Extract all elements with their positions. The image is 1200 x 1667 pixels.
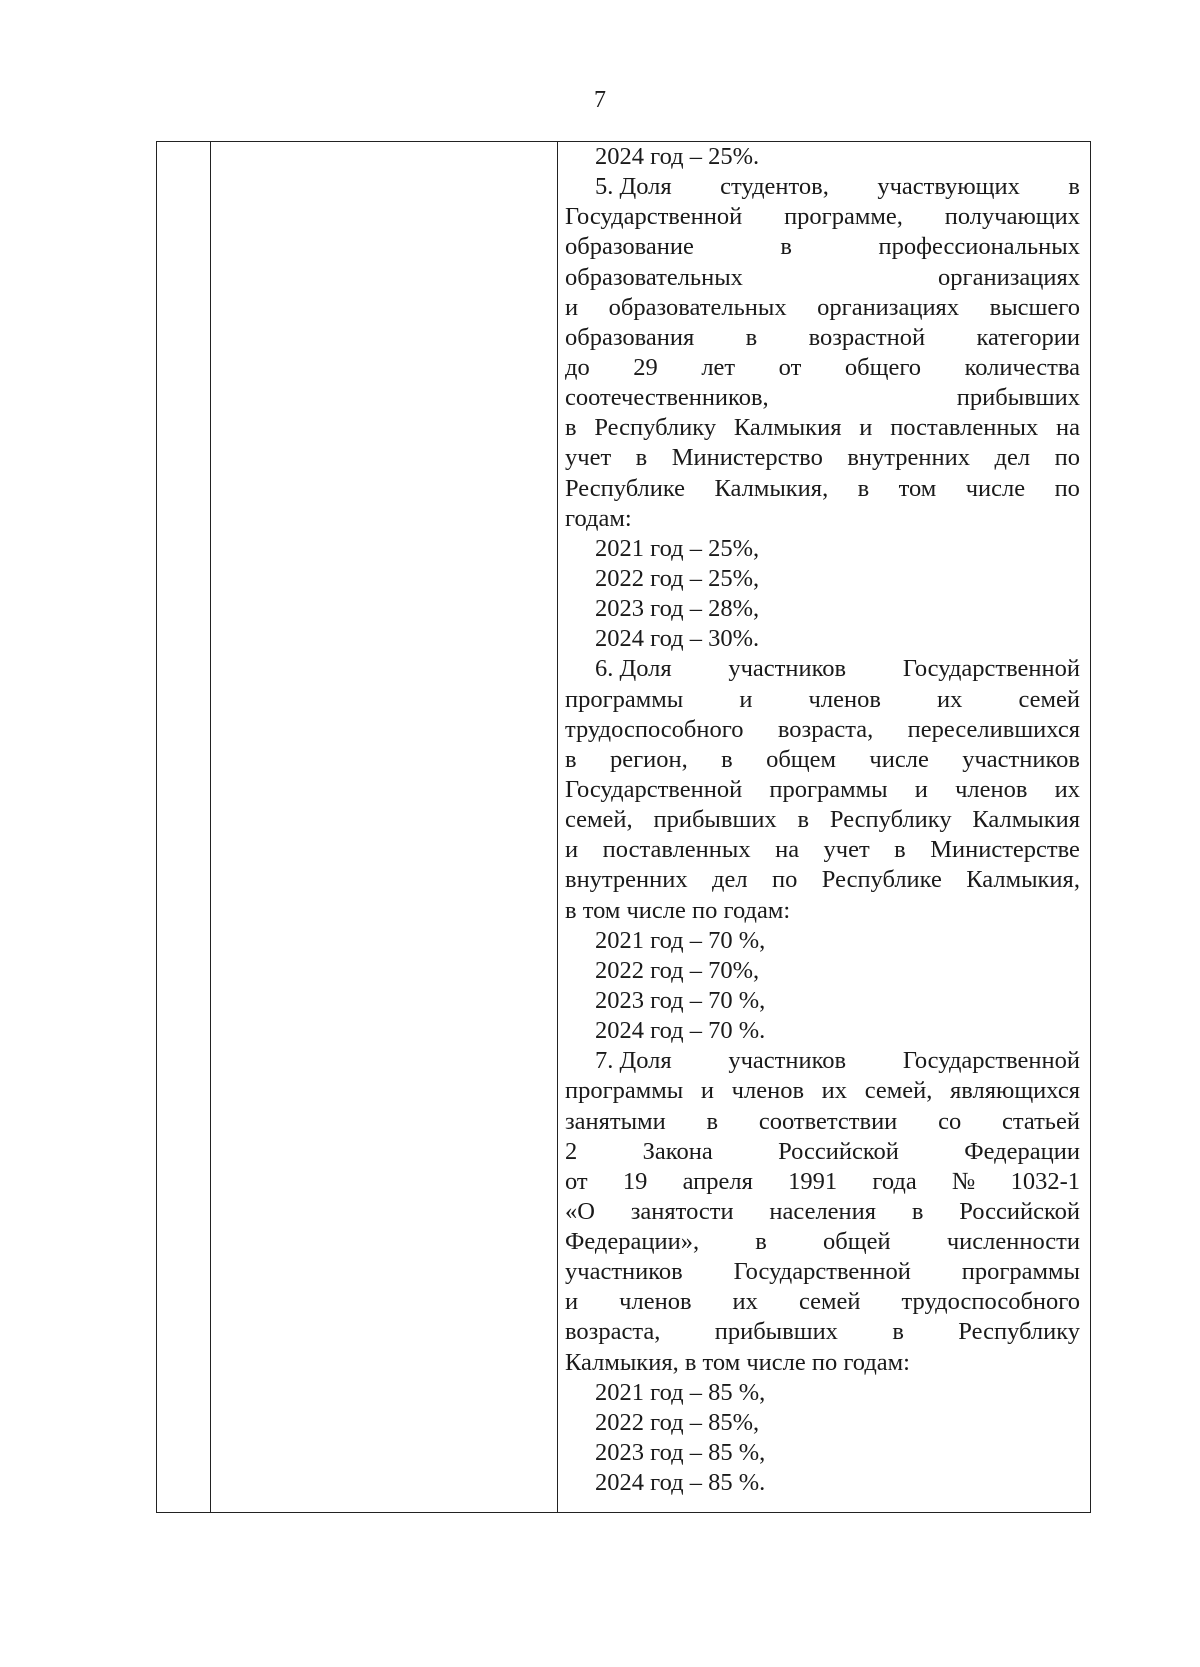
text-word: прибывших: [653, 806, 777, 834]
text-word: внутренних: [847, 444, 970, 472]
text-word: учет: [565, 444, 612, 472]
text-line: [565, 1016, 1080, 1046]
text-word: Российской: [959, 1197, 1080, 1225]
text-word: профессиональных: [878, 233, 1080, 261]
text-line: [565, 624, 1080, 654]
text-word: их: [936, 685, 963, 713]
text-word: высшего: [989, 293, 1080, 321]
text-line: [565, 986, 1080, 1016]
text-word: Республику: [829, 806, 952, 834]
text-word: в: [857, 474, 870, 502]
text-word: том: [898, 474, 937, 502]
text-word: поставленных: [602, 836, 751, 864]
text-word: в: [780, 233, 792, 261]
text-word: возраста,: [777, 715, 874, 743]
text-line: [565, 1378, 1080, 1408]
text-word: годам:: [565, 504, 632, 532]
text-word: участвующих: [877, 173, 1020, 201]
text-word: 2023 год – 70 %,: [595, 986, 766, 1014]
text-line: [565, 1046, 1080, 1076]
text-line: [565, 564, 1080, 594]
text-word: организациях: [817, 293, 960, 321]
text-line: [565, 956, 1080, 986]
text-word: Закона: [642, 1137, 713, 1165]
text-line: [565, 1438, 1080, 1468]
text-word: и: [565, 1288, 579, 1316]
text-word: семей,: [864, 1077, 933, 1105]
text-word: №: [951, 1167, 976, 1195]
text-word: дел: [712, 866, 748, 894]
text-line: [565, 926, 1080, 956]
text-word: получающих: [944, 203, 1080, 231]
text-word: являющихся: [950, 1077, 1080, 1105]
text-word: образовательных: [608, 293, 787, 321]
text-line: [565, 1197, 1080, 1227]
text-word: членов: [808, 685, 881, 713]
text-word: членов: [731, 1077, 805, 1105]
text-word: 2021 год – 85 %,: [595, 1378, 766, 1406]
text-word: занятыми: [565, 1107, 666, 1135]
indicators-table: [156, 141, 1091, 1513]
text-line: [565, 443, 1080, 473]
text-line: [565, 383, 1080, 413]
text-word: семей,: [565, 806, 633, 834]
text-line: [565, 1348, 1080, 1378]
text-word: 1032-1: [1010, 1167, 1080, 1195]
column-divider-1: [210, 142, 211, 1512]
text-word: их: [1054, 775, 1080, 803]
text-word: Государственной: [565, 775, 743, 803]
text-word: 7. Доля: [595, 1047, 672, 1075]
text-word: до: [565, 353, 590, 381]
text-word: Федерации»,: [565, 1228, 700, 1256]
text-word: регион,: [609, 745, 688, 773]
text-word: по: [772, 866, 798, 894]
text-word: 2021 год – 25%,: [595, 534, 760, 562]
text-line: [565, 1167, 1080, 1197]
text-word: 2021 год – 70 %,: [595, 926, 766, 954]
text-word: образования: [565, 323, 695, 351]
text-line: [565, 685, 1080, 715]
text-word: учет: [823, 836, 870, 864]
text-word: Государственной: [902, 655, 1080, 683]
text-word: 2: [565, 1137, 578, 1165]
text-line: [565, 293, 1080, 323]
text-word: в: [797, 806, 810, 834]
text-word: 2022 год – 70%,: [595, 956, 760, 984]
text-word: численности: [946, 1228, 1080, 1256]
text-word: соответствии: [758, 1107, 898, 1135]
text-word: на: [1056, 414, 1080, 442]
text-line: [565, 1137, 1080, 1167]
text-line: [565, 1076, 1080, 1106]
text-word: и: [739, 685, 753, 713]
text-word: в: [565, 414, 577, 442]
text-word: и: [700, 1077, 715, 1105]
text-line: [565, 474, 1080, 504]
text-word: Республике: [565, 474, 686, 502]
text-word: в: [565, 745, 577, 773]
text-line: [565, 805, 1080, 835]
text-line: [565, 835, 1080, 865]
text-word: участников: [728, 1047, 847, 1075]
indicator-text-cell: [565, 142, 1080, 1498]
text-word: Государственной: [902, 1047, 1080, 1075]
text-word: 5. Доля: [595, 173, 672, 201]
text-word: Калмыкия: [733, 414, 842, 442]
text-word: переселившихся: [907, 715, 1080, 743]
text-word: 2024 год – 85 %.: [595, 1469, 766, 1497]
text-word: от: [778, 353, 802, 381]
text-word: организациях: [938, 263, 1080, 291]
text-word: Республику: [594, 414, 717, 442]
text-word: занятости: [630, 1197, 734, 1225]
text-word: программы: [961, 1258, 1080, 1286]
text-word: в том числе по годам:: [565, 896, 791, 924]
page-number: 7: [594, 87, 606, 113]
text-word: в: [911, 1197, 924, 1225]
text-word: их: [821, 1077, 848, 1105]
text-word: участников: [962, 745, 1080, 773]
text-word: общей: [823, 1228, 891, 1256]
text-word: возрастной: [808, 323, 926, 351]
text-line: [565, 323, 1080, 353]
text-line: [565, 745, 1080, 775]
text-word: от: [565, 1167, 588, 1195]
text-word: и: [565, 836, 579, 864]
text-word: 2023 год – 85 %,: [595, 1439, 766, 1467]
text-word: в: [721, 745, 733, 773]
text-word: образовательных: [565, 263, 743, 291]
text-word: членов: [955, 775, 1028, 803]
text-word: программе,: [784, 203, 903, 231]
text-word: Калмыкия: [972, 806, 1080, 834]
text-line: [565, 1287, 1080, 1317]
text-word: апреля: [682, 1167, 753, 1195]
text-line: [565, 413, 1080, 443]
text-word: участников: [728, 655, 847, 683]
text-word: и: [565, 293, 579, 321]
text-line: [565, 353, 1080, 383]
text-word: дел: [994, 444, 1031, 472]
text-word: 1991: [788, 1167, 838, 1195]
text-word: их: [732, 1288, 758, 1316]
text-word: лет: [701, 353, 736, 381]
text-word: населения: [769, 1197, 877, 1225]
text-word: 2022 год – 85%,: [595, 1408, 760, 1436]
text-word: Калмыкия,: [714, 474, 829, 502]
text-word: в: [755, 1228, 767, 1256]
text-word: Государственной: [565, 203, 743, 231]
text-word: в: [706, 1107, 719, 1135]
text-word: трудоспособного: [565, 715, 744, 743]
text-line: [565, 1107, 1080, 1137]
text-word: со: [938, 1107, 962, 1135]
text-word: Калмыкия, в том числе по годам:: [565, 1348, 910, 1376]
text-word: категории: [976, 323, 1080, 351]
text-word: в: [1068, 173, 1080, 201]
text-word: числе: [965, 474, 1026, 502]
text-word: соотечественников,: [565, 384, 769, 412]
text-word: числе: [869, 745, 929, 773]
text-word: Государственной: [733, 1258, 911, 1286]
text-word: в: [745, 323, 758, 351]
text-line: [565, 1317, 1080, 1347]
text-word: по: [1054, 444, 1080, 472]
text-word: студентов,: [720, 173, 829, 201]
text-word: трудоспособного: [901, 1288, 1080, 1316]
text-word: общего: [844, 353, 922, 381]
text-word: Министерство: [671, 444, 823, 472]
text-line: [565, 865, 1080, 895]
text-word: 6. Доля: [595, 655, 672, 683]
text-line: [565, 142, 1080, 172]
text-word: семей: [798, 1288, 861, 1316]
text-word: года: [872, 1167, 917, 1195]
text-line: [565, 263, 1080, 293]
text-line: [565, 504, 1080, 534]
text-line: [565, 232, 1080, 262]
text-word: 2024 год – 30%.: [595, 625, 760, 653]
text-word: возраста,: [565, 1318, 661, 1346]
text-word: прибывших: [956, 384, 1080, 412]
text-word: Российской: [778, 1137, 899, 1165]
text-line: [565, 1468, 1080, 1498]
text-line: [565, 534, 1080, 564]
text-word: статьей: [1001, 1107, 1080, 1135]
text-word: членов: [619, 1288, 692, 1316]
text-word: количества: [964, 353, 1080, 381]
text-line: [565, 715, 1080, 745]
text-word: по: [1054, 474, 1080, 502]
column-divider-2: [557, 142, 558, 1512]
text-word: Республике: [821, 866, 942, 894]
text-word: участников: [565, 1258, 683, 1286]
text-word: Калмыкия,: [966, 866, 1080, 894]
text-line: [565, 896, 1080, 926]
text-word: в: [892, 1318, 904, 1346]
text-word: Министерстве: [930, 836, 1080, 864]
text-word: образование: [565, 233, 694, 261]
text-word: Республику: [958, 1318, 1080, 1346]
text-word: 2022 год – 25%,: [595, 564, 760, 592]
text-line: [565, 1227, 1080, 1257]
text-line: [565, 654, 1080, 684]
text-word: на: [775, 836, 800, 864]
text-line: [565, 594, 1080, 624]
text-word: в: [894, 836, 906, 864]
text-word: Федерации: [964, 1137, 1080, 1165]
text-word: 19: [622, 1167, 648, 1195]
text-word: программы: [769, 775, 888, 803]
text-line: [565, 1408, 1080, 1438]
text-word: 2023 год – 28%,: [595, 595, 760, 623]
text-line: [565, 1257, 1080, 1287]
text-word: программы: [565, 1077, 684, 1105]
text-word: и: [914, 775, 928, 803]
text-line: [565, 202, 1080, 232]
text-word: и: [859, 414, 873, 442]
text-word: 2024 год – 70 %.: [595, 1017, 766, 1045]
text-word: внутренних: [565, 866, 688, 894]
text-word: общем: [766, 745, 837, 773]
text-word: «О: [565, 1197, 595, 1225]
text-line: [565, 775, 1080, 805]
text-word: 29: [633, 353, 658, 381]
text-word: 2024 год – 25%.: [595, 143, 760, 170]
text-word: семей: [1018, 685, 1080, 713]
text-word: программы: [565, 685, 684, 713]
text-word: в: [635, 444, 648, 472]
text-word: поставленных: [890, 414, 1039, 442]
text-line: [565, 172, 1080, 202]
text-word: прибывших: [714, 1318, 838, 1346]
